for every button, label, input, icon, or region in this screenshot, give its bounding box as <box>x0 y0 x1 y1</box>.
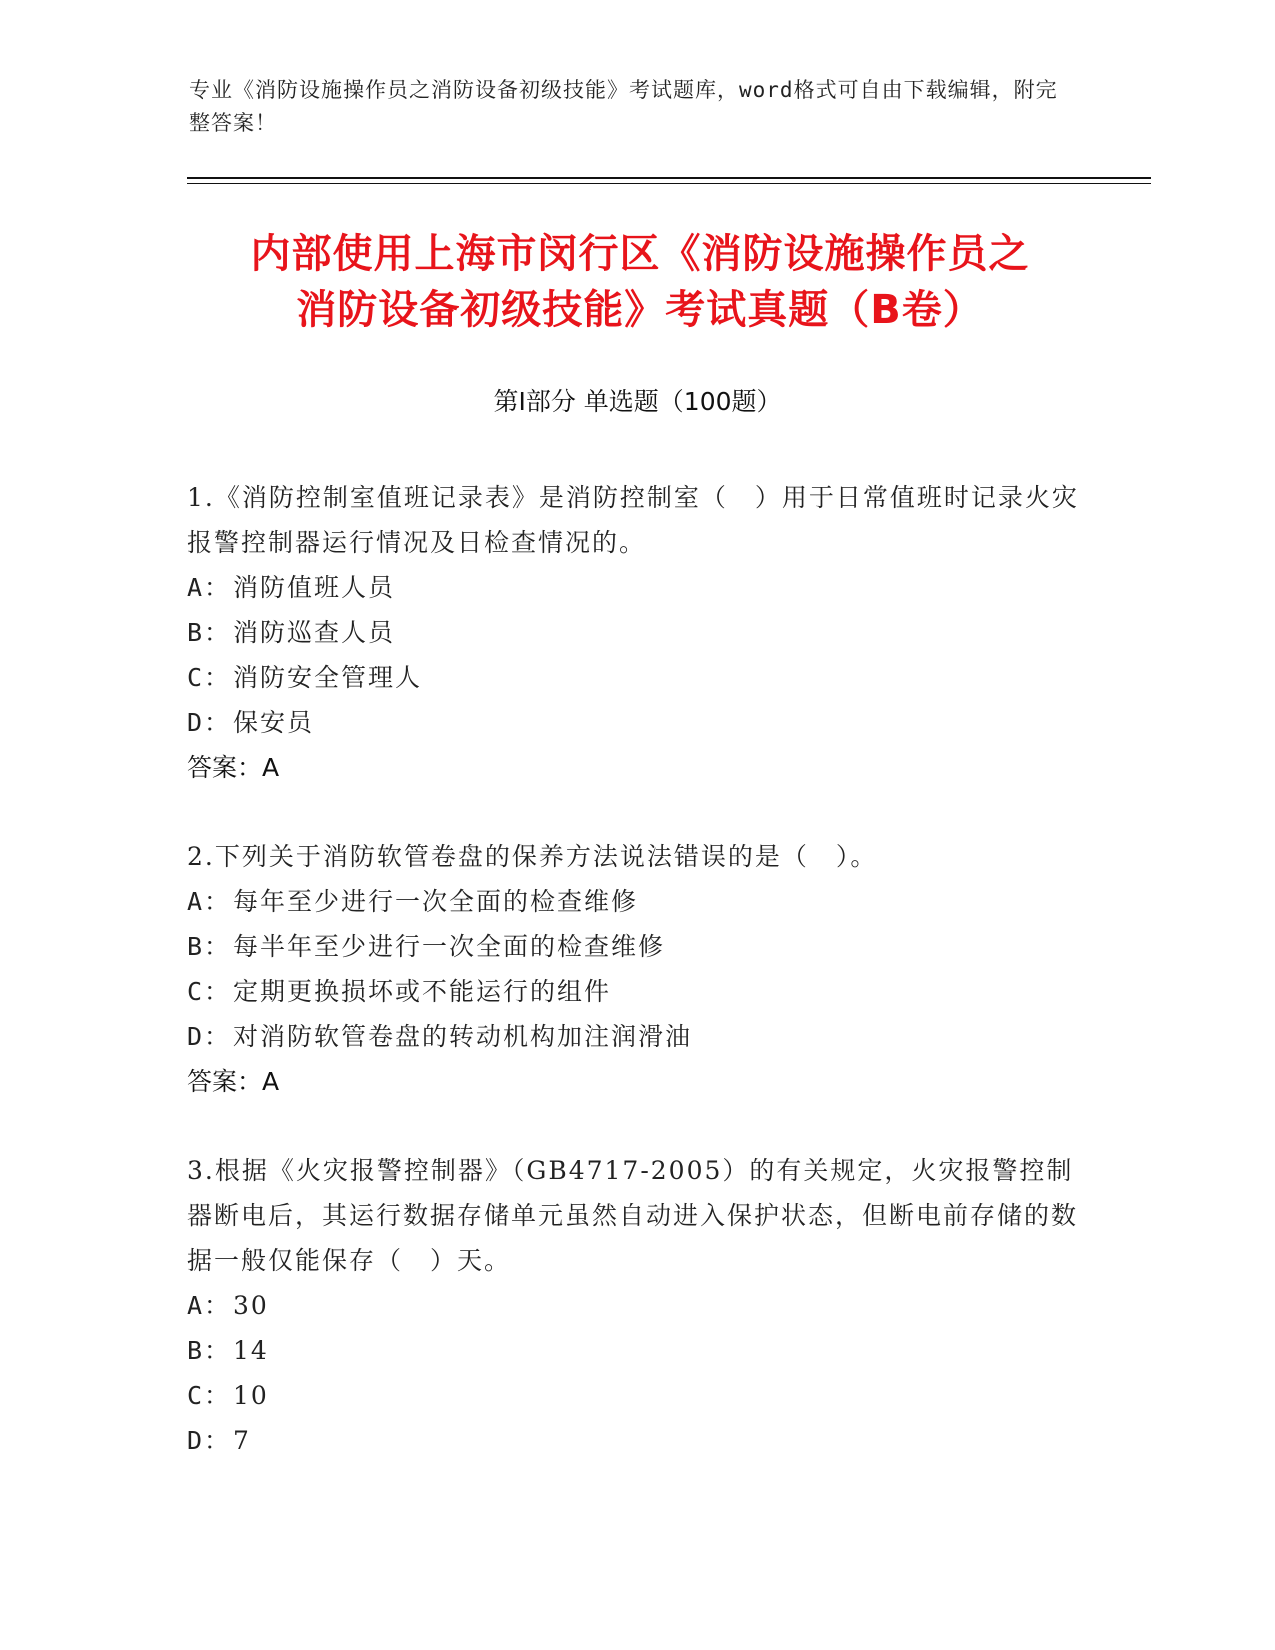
option-key: B： <box>187 932 232 961</box>
option-d <box>187 1014 1087 1059</box>
question-stem: 1.《消防控制室值班记录表》是消防控制室（ ）用于日常值班时记录火灾报警控制器运行情况及日检查情况的。 <box>187 483 1079 557</box>
option-text: 14 <box>233 1336 269 1365</box>
option-text: 保安员 <box>233 708 315 737</box>
option-text: 消防安全管理人 <box>233 663 423 692</box>
question-3 <box>187 1148 1087 1463</box>
document-title-line-1: 内部使用上海市闵行区《消防设施操作员之 <box>250 231 1030 277</box>
option-key: A： <box>187 573 232 602</box>
option-key: D： <box>187 708 232 737</box>
option-key: C： <box>187 977 232 1006</box>
header-note: 专业《消防设施操作员之消防设备初级技能》考试题库，word格式可自由下载编辑，附完整答案！ <box>189 78 1058 135</box>
document-title <box>180 226 1100 338</box>
option-a <box>187 879 1087 924</box>
header-divider-thin <box>187 183 1151 184</box>
option-text: 7 <box>233 1426 251 1455</box>
option-key: B： <box>187 1336 232 1365</box>
option-a <box>187 565 1087 610</box>
option-c <box>187 1373 1087 1418</box>
option-key: D： <box>187 1426 232 1455</box>
option-text: 消防值班人员 <box>233 573 396 602</box>
option-key: D： <box>187 1022 232 1051</box>
option-c <box>187 969 1087 1014</box>
option-text: 对消防软管卷盘的转动机构加注润滑油 <box>233 1022 693 1051</box>
answer-label: 答案：A <box>187 1067 280 1096</box>
question-list <box>187 475 1087 1507</box>
question-2 <box>187 834 1087 1104</box>
question-stem: 3.根据《火灾报警控制器》（GB4717-2005）的有关规定，火灾报警控制器断电后，其运行数据存储单元虽然自动进入保护状态，但断电前存储的数据一般仅能保存（ ）天。 <box>187 1156 1079 1275</box>
option-text: 定期更换损坏或不能运行的组件 <box>233 977 612 1006</box>
option-b <box>187 924 1087 969</box>
option-key: A： <box>187 1291 232 1320</box>
question-stem: 2.下列关于消防软管卷盘的保养方法说法错误的是（ ）。 <box>187 842 878 871</box>
option-b <box>187 610 1087 655</box>
option-text: 每年至少进行一次全面的检查维修 <box>233 887 639 916</box>
option-c <box>187 655 1087 700</box>
question-1 <box>187 475 1087 790</box>
option-key: A： <box>187 887 232 916</box>
answer-label: 答案：A <box>187 753 280 782</box>
option-key: C： <box>187 1381 232 1410</box>
option-b <box>187 1328 1087 1373</box>
option-d <box>187 1418 1087 1463</box>
option-key: C： <box>187 663 232 692</box>
option-text: 消防巡查人员 <box>233 618 396 647</box>
option-key: B： <box>187 618 232 647</box>
header-divider-thick <box>187 177 1151 179</box>
option-d <box>187 700 1087 745</box>
section-title: 第Ⅰ部分 单选题（100题） <box>493 387 782 416</box>
option-text: 30 <box>233 1291 269 1320</box>
option-text: 每半年至少进行一次全面的检查维修 <box>233 932 666 961</box>
option-text: 10 <box>233 1381 269 1410</box>
document-title-line-2: 消防设备初级技能》考试真题（B卷） <box>296 287 984 333</box>
option-a <box>187 1283 1087 1328</box>
